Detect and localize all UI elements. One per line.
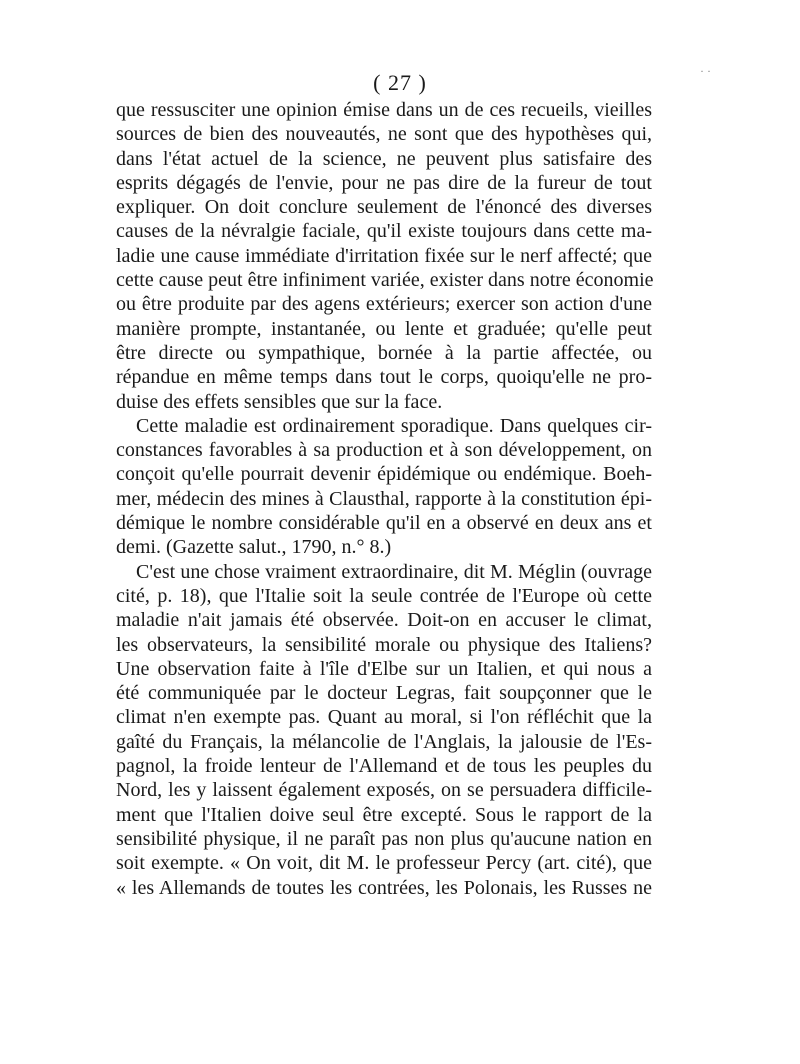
text-line: soit exempte. « On voit, dit M. le professeur Percy (art. cité), que bbox=[116, 852, 652, 875]
paragraph-2 bbox=[116, 414, 652, 560]
text-line: Cette maladie est ordinairement sporadique. Dans quelques cir- bbox=[136, 414, 652, 437]
text-line: ou être produite par des agens extérieurs; exercer son action d'une bbox=[116, 293, 652, 316]
corner-mark: · · bbox=[700, 64, 711, 78]
text-line: C'est une chose vraiment extraordinaire, dit M. Méglin (ouvrage bbox=[136, 560, 652, 583]
text-line: cette cause peut être infiniment variée, exister dans notre économie bbox=[116, 269, 654, 292]
text-line: constances favorables à sa production et à son développement, on bbox=[116, 439, 652, 462]
text-line: sensibilité physique, il ne paraît pas non plus qu'aucune nation en bbox=[116, 827, 652, 850]
paragraph-1 bbox=[116, 98, 652, 414]
text-line: causes de la névralgie faciale, qu'il existe toujours dans cette ma- bbox=[116, 220, 652, 243]
page-number: ( 27 ) bbox=[373, 70, 427, 95]
text-line: que ressusciter une opinion émise dans un de ces recueils, vieilles bbox=[116, 99, 652, 121]
text-line: mer, médecin des mines à Clausthal, rapporte à la constitution épi- bbox=[116, 487, 652, 510]
text-line: manière prompte, instantanée, ou lente et graduée; qu'elle peut bbox=[116, 317, 652, 340]
text-line: Nord, les y laissent également exposés, on se persuadera difficile- bbox=[116, 779, 652, 802]
text-line: cité, p. 18), que l'Italie soit la seule contrée de l'Europe où cette bbox=[116, 584, 652, 607]
text-line: sources de bien des nouveautés, ne sont que des hypothèses qui, bbox=[116, 123, 652, 146]
text-line: maladie n'ait jamais été observée. Doit-on en accuser le climat, bbox=[116, 609, 652, 632]
body-text bbox=[116, 98, 652, 900]
text-line: duise des effets sensibles que sur la face. bbox=[116, 390, 443, 413]
text-line: les observateurs, la sensibilité morale ou physique des Italiens? bbox=[116, 633, 652, 656]
text-line: Une observation faite à l'île d'Elbe sur un Italien, et qui nous a bbox=[116, 657, 652, 680]
text-line: expliquer. On doit conclure seulement de l'énoncé des diverses bbox=[116, 196, 652, 219]
text-line: esprits dégagés de l'envie, pour ne pas dire de la fureur de tout bbox=[116, 171, 652, 194]
text-line: ment que l'Italien doive seul être excepté. Sous le rapport de la bbox=[116, 803, 652, 826]
paragraph-3 bbox=[116, 560, 652, 900]
text-line: démique le nombre considérable qu'il en a observé en deux ans et bbox=[116, 512, 652, 535]
text-line: répandue en même temps dans tout le corps, quoiqu'elle ne pro- bbox=[116, 366, 652, 389]
text-line: climat n'en exempte pas. Quant au moral, si l'on réfléchit que la bbox=[116, 706, 652, 729]
text-line: demi. (Gazette salut., 1790, n.° 8.) bbox=[116, 536, 392, 559]
text-line: été communiquée par le docteur Legras, fait soupçonner que le bbox=[116, 682, 652, 705]
text-line: dans l'état actuel de la science, ne peuvent plus satisfaire des bbox=[116, 147, 652, 170]
text-line: être directe ou sympathique, bornée à la partie affectée, ou bbox=[116, 341, 652, 364]
text-line: ladie une cause immédiate d'irritation fixée sur le nerf affecté; que bbox=[116, 244, 652, 267]
text-line: gaîté du Français, la mélancolie de l'Anglais, la jalousie de l'Es- bbox=[116, 730, 652, 753]
text-line: « les Allemands de toutes les contrées, les Polonais, les Russes ne bbox=[116, 876, 652, 899]
text-line: conçoit qu'elle pourrait devenir épidémique ou endémique. Boeh- bbox=[116, 463, 652, 486]
text-line: pagnol, la froide lenteur de l'Allemand et de tous les peuples du bbox=[116, 755, 652, 778]
